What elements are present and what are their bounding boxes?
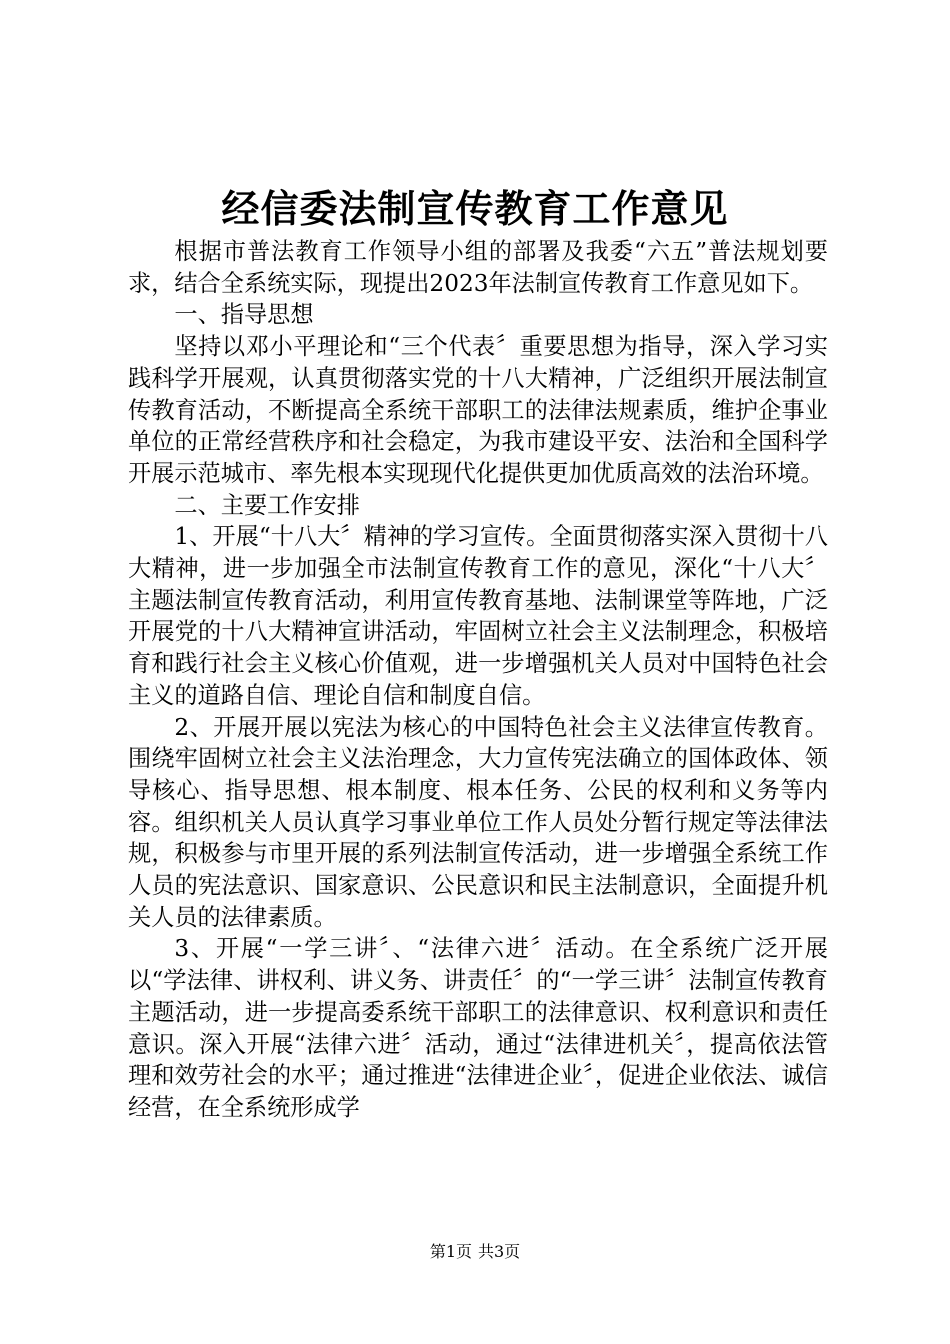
paragraph-intro: 根据市普法教育工作领导小组的部署及我委“六五”普法规划要求，结合全系统实际，现提出2023年法制宣传教育工作意见如下。 xyxy=(128,238,828,297)
page-total: 共3页 xyxy=(478,1242,521,1261)
paragraph-item-1: 1、开展“十八大〞精神的学习宣传。全面贯彻落实深入贯彻十八大精神，进一步加强全市法制宣传教育工作的意见，深化“十八大〞主题法制宣传教育活动，利用宣传教育基地、法制课堂等阵地，广泛开展党的十八大精神宣讲活动，牢固树立社会主义法制理念，积极培育和践行社会主义核心价值观，进一步增强机关人员对中国特色社会主义的道路自信、理论自信和制度自信。 xyxy=(128,523,828,709)
paragraph-guiding-ideology: 坚持以邓小平理论和“三个代表〞重要思想为指导，深入学习实践科学开展观，认真贯彻落实党的十八大精神，广泛组织开展法制宣传教育活动，不断提高全系统干部职工的法律法规素质，维护企事业单位的正常经营秩序和社会稳定，为我市建设平安、法治和全国科学开展示范城市、率先根本实现现代化提供更加优质高效的法治环境。 xyxy=(128,333,828,487)
paragraph-item-2: 2、开展开展以宪法为核心的中国特色社会主义法律宣传教育。围绕牢固树立社会主义法治理念，大力宣传宪法确立的国体政体、领导核心、指导思想、根本制度、根本任务、公民的权利和义务等内容。组织机关人员认真学习事业单位工作人员处分暂行规定等法律法规，积极参与市里开展的系列法制宣传活动，进一步增强全系统工作人员的宪法意识、国家意识、公民意识和民主法制意识，全面提升机关人员的法律素质。 xyxy=(128,713,828,931)
document-title: 经信委法制宣传教育工作意见 xyxy=(221,186,729,231)
section-heading-main-arrangements: 二、主要工作安排 xyxy=(174,491,360,519)
section-heading-guiding-ideology: 一、指导思想 xyxy=(174,301,314,329)
page-number: 第1页 xyxy=(429,1242,472,1261)
paragraph-item-3: 3、开展“一学三讲〞、“法律六进〞活动。在全系统广泛开展以“学法律、讲权利、讲义务、讲责任〞的“一学三讲〞法制宣传教育主题活动，进一步提高委系统干部职工的法律意识、权利意识和责任意识。深入开展“法律六进〞活动，通过“法律进机关〞，提高依法管理和效劳社会的水平；通过推进“法律进企业〞，促进企业依法、诚信经营，在全系统形成学 xyxy=(128,935,828,1121)
page-footer xyxy=(0,1241,950,1263)
document-body xyxy=(128,236,828,1124)
